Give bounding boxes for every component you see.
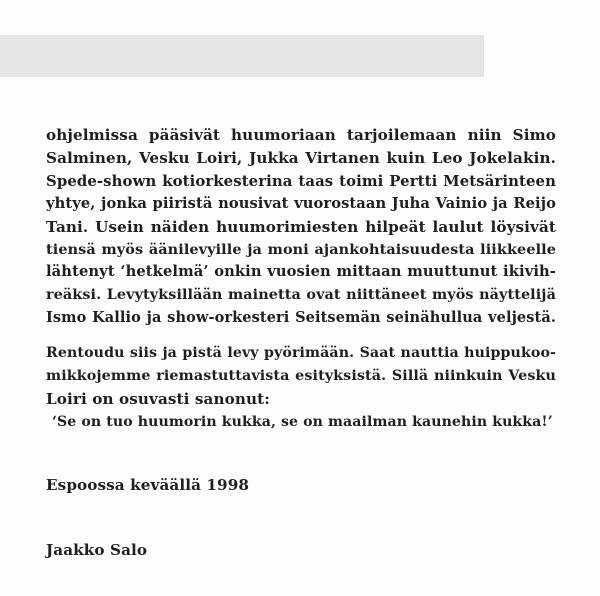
place-date (46, 474, 556, 497)
signature (46, 539, 556, 562)
text-line: Loiri on osuvasti sanonut: (46, 389, 270, 408)
signature-text: Jaakko Salo (46, 541, 148, 559)
place-date-text: Espoossa keväällä 1998 (46, 476, 250, 494)
text-line: tiensä myös äänilevyille ja moni ajankohtaisuudesta liikkeelle (46, 240, 556, 258)
decorative-band (0, 35, 484, 77)
text-line: yhtye, jonka piiristä nousivat vuorostaan Juha Vainio ja Reijo (46, 194, 556, 212)
text-line: Tani. Usein näiden huumorimiesten hilpeät laulut löysivät (46, 217, 556, 236)
text-line: Ismo Kallio ja show-orkesteri Seitsemän seinähullua veljestä. (46, 309, 556, 327)
text-line: reäksi. Levytyksillään mainetta ovat niittäneet myös näyttelijä (46, 287, 556, 304)
text-line: lähtenyt ‘hetkelmä’ onkin vuosien mittaan muuttunut ikivih- (46, 263, 556, 281)
text-line: Rentoudu siis ja pistä levy pyörimään. Saat nauttia huippukoo- (46, 345, 556, 361)
text-line: ohjelmissa pääsivät huumoriaan tarjoilemaan niin Simo (46, 126, 556, 144)
text-line: mikkojemme riemastuttavista esityksistä. Sillä niinkuin Vesku (46, 367, 556, 384)
text-line: Salminen, Vesku Loiri, Jukka Virtanen kuin Leo Jokelakin. (46, 148, 556, 167)
paragraph-2 (46, 342, 556, 434)
paragraph-1 (46, 124, 556, 330)
text-line: Spede-shown kotiorkesterina taas toimi Pertti Metsärinteen (46, 171, 556, 190)
quote-line: ‘Se on tuo huumorin kukka, se on maailman kaunehin kukka!’ (52, 413, 553, 430)
